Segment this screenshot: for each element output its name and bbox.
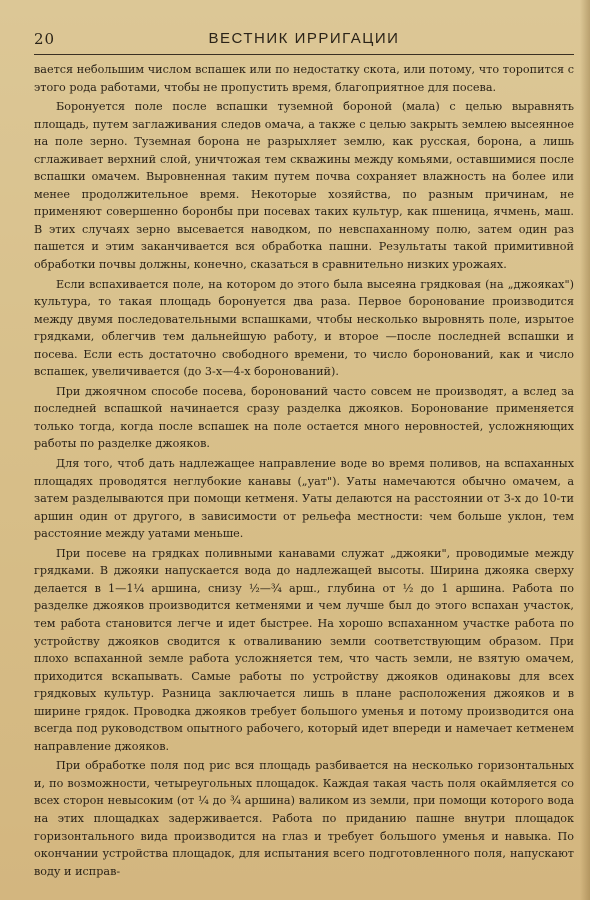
page-edge-shadow — [580, 0, 590, 900]
paragraph-uat-canals: Для того, чтоб дать надлежащее направление воде во время поливов, на вспаханных площадях проводятся неглубокие канавы („уат"). Уаты намечаются обычно омачем, а затем разделываются при помощи кетменя. Уаты делаются на расстоянии от 3-х до 10-ти аршин один от другого, в зависимости от рельефа местности: чем больше уклон, тем расстояние между уатами меньше. — [34, 457, 574, 541]
journal-title: ВЕСТНИК ИРРИГАЦИИ — [208, 30, 400, 47]
paragraph-joyak-construction: При посеве на грядках поливными канавами служат „джояки", проводимые между грядками. В джояки напускается вода до надлежащей высоты. Ширина джояка сверху делается в 1—1¼ аршина, снизу ½—¾ арш., глубина от ½ до 1 аршина. Работа по разделке джояков производится кетменями и чем лучше был до этого вспахан участок, тем работа становится легче и идет быстрее. На хорошо вспаханном участке работа по устройству джояков сводится к отваливанию земли соответствующим образом. При плохо вспаханной земле работа усложняется тем, что часть земли, не взятую омачем, приходится вскапывать. Самые работы по устройству джояков одинаковы для всех грядковых культур. Разница заключается лишь в плане расположения джояков и в ширине грядок. Проводка джояков требует большого уменья и потому производится она всегда под руководством опытного рабочего, который идет впереди и намечает кетменем направление джояков. — [34, 546, 574, 753]
article-body — [34, 61, 574, 880]
paragraph-harrowing: Боронуется поле после вспашки туземной бороной (мала) с целью выравнять площадь, путем заглаживания следов омача, а также с целью закрыть землею высеянное на поле зерно. Туземная борона не разрыхляет землю, как русская, борона, а лишь сглаживает верхний слой, уничтожая тем скважины между комьями, оставшимися после вспашки омачем. Выровненная таким путем почва сохраняет влажность на более или менее продолжительное время. Некоторые хозяйства, по разным причинам, не применяют совершенно боронбы при посевах таких культур, как пшеница, ячмень, маш. В этих случаях зерно высевается наводком, по невспаханному полю, затем один раз пашется и этим заканчивается вся обработка пашни. Результаты такой примитивной обработки почвы должны, конечно, сказаться в сравнительно низких урожаях. — [34, 100, 574, 272]
paragraph-double-harrowing: Если вспахивается поле, на котором до этого была высеяна грядковая (на „джояках") культура, то такая площадь боронуется два раза. Первое боронование производится между двумя последовательными вспашками, чтобы несколько выровнять поле, изрытое грядками, облегчив тем дальнейшую работу, и второе —после последней вспашки и посева. Если есть достаточно свободного времени, то число боронований, как и число вспашек, увеличивается (до 3-х—4-х боронований). — [34, 277, 574, 379]
paragraph-rice-fields: При обработке поля под рис вся площадь разбивается на несколько горизонтальных и, по возможности, четыреугольных площадок. Каждая такая часть поля окаймляется со всех сторон невысоким (от ¼ до ¾ аршина) валиком из земли, при помощи которого вода на этих площадках задерживается. Работа по приданию пашне внутри площадок горизонтального вида производится на глаз и требует большого уменья и навыка. По окончании устройства площадок, для испытания всего подготовленного поля, напускают воду и исправ- — [34, 759, 574, 878]
paragraph-continued: вается небольшим числом вспашек или по недостатку скота, или потому, что торопится с этого рода работами, чтобы не пропустить время, благоприятное для посева. — [34, 63, 574, 94]
page-header — [34, 28, 574, 55]
paragraph-joyak-sowing: При джоячном способе посева, боронований часто совсем не производят, а вслед за последней вспашкой начинается сразу разделка джояков. Боронование применяется только тогда, когда после вспашек на поле остается много неровностей, усложняющих работы по разделке джояков. — [34, 384, 574, 451]
page-number: 20 — [34, 30, 56, 48]
